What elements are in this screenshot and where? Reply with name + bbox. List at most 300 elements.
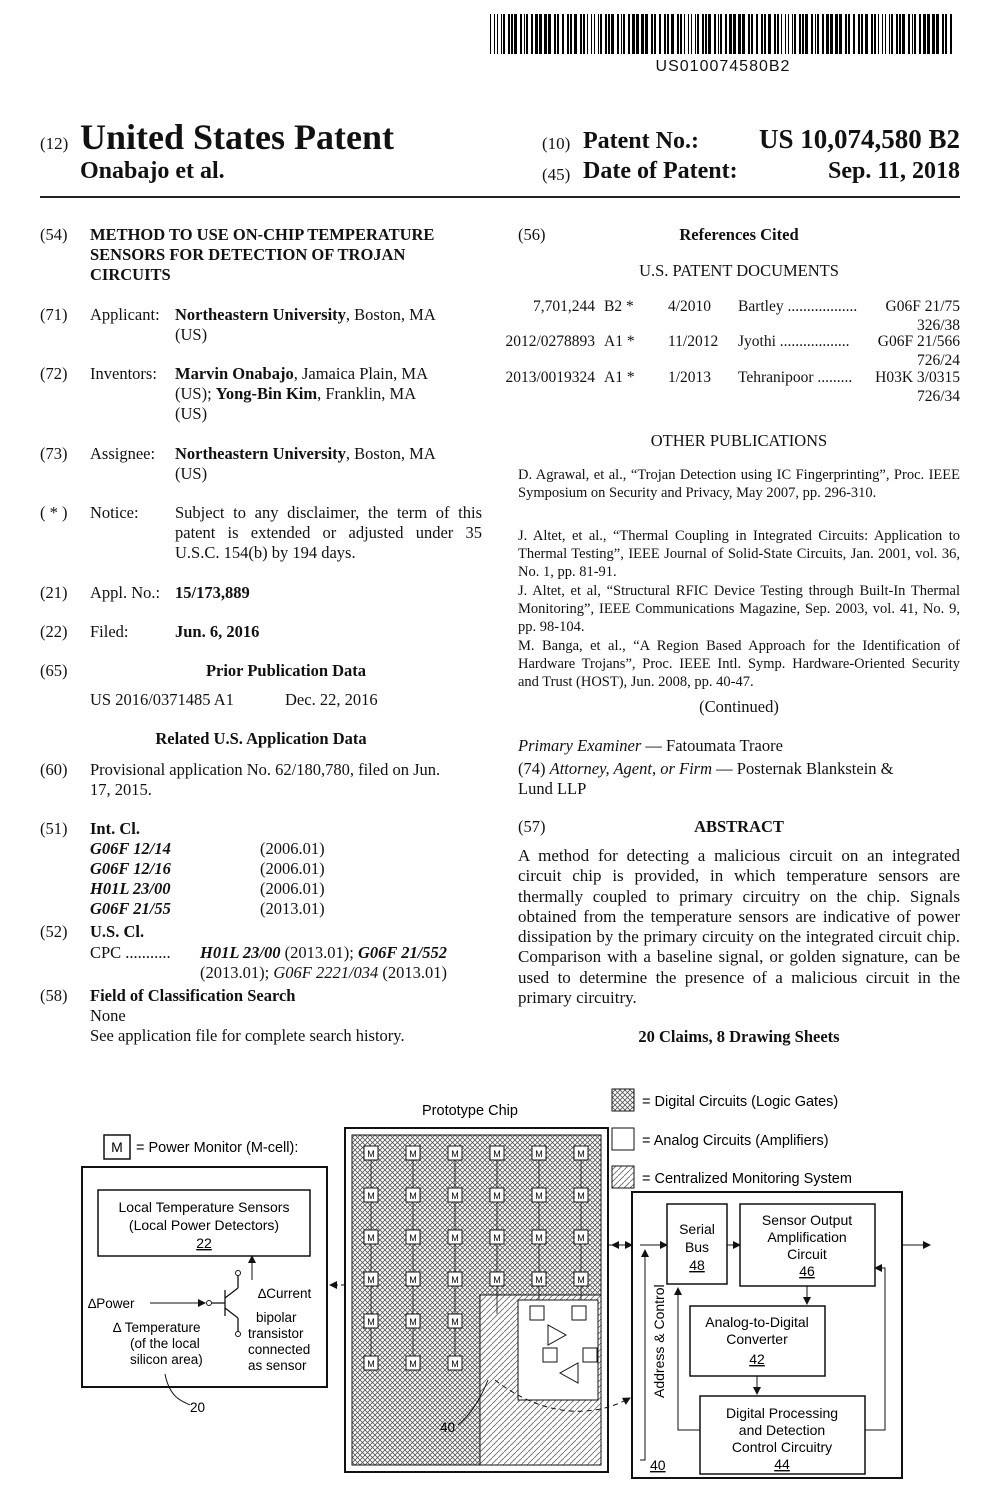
dsp-line-3: Control Circuitry: [731, 1439, 833, 1455]
code-22: (22): [40, 622, 68, 641]
barcode-bar: [557, 14, 559, 54]
barcode-bar: [729, 14, 732, 54]
address-control: Address & Control: [651, 1284, 667, 1398]
barcode-bar: [594, 14, 595, 54]
pub-2: J. Altet, et al., “Thermal Coupling in Integrated Circuits: Application to Thermal Testing”, IEEE Journal of Solid-State Circuits, Jan. 2001, vol. 36, No. 1, pp. 81-91.: [518, 528, 960, 580]
m-cell-letter: M: [409, 1233, 417, 1243]
m-cell-letter: M: [535, 1233, 543, 1243]
code-21: (21): [40, 583, 68, 602]
filed-date: Jun. 6, 2016: [175, 622, 260, 641]
m-cell-letter: M: [367, 1359, 375, 1369]
intcl-code-4: G06F 21/55: [90, 899, 171, 918]
field-none: None: [90, 1006, 126, 1025]
prototype-chip-label: Prototype Chip: [422, 1103, 518, 1119]
m-cell-letter: M: [535, 1149, 543, 1159]
barcode-bar: [621, 14, 622, 54]
dsp-number: 44: [774, 1456, 790, 1472]
code-73: (73): [40, 444, 68, 463]
inventor-2-country: (US): [175, 404, 208, 423]
abstract-heading: ABSTRACT: [694, 817, 784, 836]
barcode-bar: [562, 14, 564, 54]
intcl-code-2: G06F 12/16: [90, 859, 171, 878]
header-rule: [40, 196, 960, 198]
patent-date: Sep. 11, 2018: [827, 158, 960, 184]
barcode-bar: [514, 14, 517, 54]
barcode-bar: [845, 14, 847, 54]
code-10: (10): [542, 134, 571, 153]
m-cell-letter: M: [409, 1149, 417, 1159]
barcode-bar: [761, 14, 763, 54]
barcode-bar: [567, 14, 569, 54]
barcode-bar: [664, 14, 666, 54]
legend-digital-swatch: [612, 1089, 634, 1111]
barcode-bar: [853, 14, 855, 54]
barcode-bar: [899, 14, 901, 54]
barcode-bar: [822, 14, 824, 54]
assignee-country: (US): [175, 464, 208, 483]
ref-date: 1/2013: [668, 369, 712, 386]
node: [207, 1301, 212, 1306]
applicant-label: Applicant:: [90, 305, 160, 324]
bipolar-3: connected: [248, 1342, 311, 1357]
applicant-name: Northeastern University: [175, 305, 346, 324]
intcl-code-1: G06F 12/14: [90, 839, 171, 858]
barcode-bar: [889, 14, 890, 54]
code-12: (12): [40, 134, 69, 153]
prior-pub: US 2016/0371485 A1: [90, 690, 234, 709]
barcode-bar: [708, 14, 711, 54]
assignee-value: [175, 444, 482, 464]
barcode-bar: [848, 14, 850, 54]
applicant-value: [175, 305, 482, 325]
barcode-bar: [671, 14, 674, 54]
code-45: (45): [542, 165, 571, 184]
delta-temp-1: ∆ Temperature: [113, 1320, 201, 1335]
barcode-bar: [738, 14, 741, 54]
assignee-name: Northeastern University: [175, 444, 346, 463]
m-cell-letter: M: [493, 1149, 501, 1159]
ref-40-b: 40: [650, 1457, 666, 1473]
code-54: (54): [40, 225, 68, 244]
sensors-number: 22: [196, 1235, 212, 1251]
barcode-bar: [718, 14, 719, 54]
code-57: (57): [518, 817, 546, 836]
patent-number: US 10,074,580 B2: [758, 124, 960, 154]
barcode-bar: [781, 14, 782, 54]
power-monitor-label: = Power Monitor (M-cell):: [136, 1140, 299, 1156]
notice-label: Notice:: [90, 503, 139, 522]
code-72: (72): [40, 364, 68, 383]
related-line-2: 17, 2015.: [90, 780, 152, 799]
barcode-bar: [503, 14, 505, 54]
m-cell-letter: M: [493, 1233, 501, 1243]
ref-class-2: 726/34: [916, 388, 960, 405]
amp-line-1: Sensor Output: [761, 1212, 853, 1228]
barcode-bar: [554, 14, 556, 54]
barcode-bar: [865, 14, 868, 54]
barcode-bar: [785, 14, 786, 54]
field-see: See application file for complete search history.: [90, 1026, 405, 1045]
barcode-bar: [871, 14, 873, 54]
examiner: [518, 736, 783, 756]
barcode-bar: [608, 14, 610, 54]
barcode-bar: [714, 14, 716, 54]
title-line-2: SENSORS FOR DETECTION OF TROJAN: [90, 245, 406, 264]
m-cell-letter: M: [409, 1359, 417, 1369]
code-56: (56): [518, 225, 546, 244]
inventor-2-name: Yong-Bin Kim: [215, 384, 318, 403]
m-cell-letter: M: [493, 1191, 501, 1201]
barcode-bar: [680, 14, 682, 54]
m-cell: [572, 1306, 586, 1320]
barcode-bar: [695, 14, 696, 54]
barcode-bar: [733, 14, 736, 54]
delta-current: ∆Current: [258, 1286, 312, 1301]
barcode-bar: [539, 14, 542, 54]
barcode-bar: [494, 14, 495, 54]
barcode-bar: [764, 14, 766, 54]
title-line-1: METHOD TO USE ON-CHIP TEMPERATURE: [90, 225, 435, 244]
appl-number: 15/173,889: [175, 583, 250, 602]
ref-num: 2013/0019324: [505, 369, 595, 386]
barcode-bar: [497, 14, 498, 54]
intcl-date-1: (2006.01): [260, 839, 325, 858]
barcode-bar: [574, 14, 577, 54]
ref-40-a: 40: [440, 1420, 456, 1435]
legend-analog: = Analog Circuits (Amplifiers): [642, 1133, 829, 1149]
barcode-bar: [805, 14, 808, 54]
ref-name: Bartley ..................: [738, 298, 858, 315]
inventor-2-loc: , Franklin, MA: [317, 384, 417, 403]
barcode-bar: [702, 14, 704, 54]
barcode-bar: [587, 14, 588, 54]
barcode-bar: [777, 14, 779, 54]
barcode-bar: [830, 14, 833, 54]
barcode-bar: [815, 14, 816, 54]
ref-class: H03K 3/0315: [875, 369, 960, 386]
cpc-date-3: (2013.01): [378, 963, 448, 982]
barcode-bar: [794, 14, 796, 54]
other-pubs-heading: OTHER PUBLICATIONS: [650, 431, 828, 450]
barcode-bar: [885, 14, 886, 54]
intcl-heading: Int. Cl.: [90, 819, 140, 838]
barcode-bar: [598, 14, 599, 54]
barcode-bar: [891, 14, 893, 54]
attorney-label: Attorney, Agent, or Firm: [549, 759, 713, 778]
claims-line: 20 Claims, 8 Drawing Sheets: [638, 1027, 840, 1046]
barcode-bar: [720, 14, 722, 54]
related-heading: Related U.S. Application Data: [155, 729, 367, 748]
barcode-bar: [826, 14, 829, 54]
pub-3: J. Altet, et al, “Structural RFIC Device Testing through Built-In Thermal Monitoring”, IEEE Communications Magazine, Sep. 2003, vol. 41, No. 9, pp. 98-104.: [518, 583, 960, 635]
barcode-bar: [654, 14, 656, 54]
barcode-bar: [691, 14, 692, 54]
cpc-line-2: [200, 963, 447, 983]
barcode-bar: [932, 14, 935, 54]
amp-line-2: Amplification: [767, 1229, 847, 1245]
ref-class-2: 726/24: [916, 352, 960, 369]
ref-kind: A1 *: [604, 369, 635, 386]
barcode-bar: [908, 14, 910, 54]
legend-analog-swatch: [612, 1128, 634, 1150]
assignee-label: Assignee:: [90, 444, 156, 463]
barcode-bar: [896, 14, 898, 54]
code-notice: ( * ): [40, 503, 68, 522]
refs-heading: References Cited: [679, 225, 799, 244]
intcl-date-4: (2013.01): [260, 899, 325, 918]
delta-temp-3: silicon area): [130, 1352, 203, 1367]
bipolar-1: bipolar: [256, 1310, 297, 1325]
inventor-2: [175, 384, 482, 404]
barcode-bar: [942, 14, 944, 54]
related-line-1: Provisional application No. 62/180,780, filed on Jun.: [90, 760, 441, 779]
ref-20: 20: [190, 1400, 206, 1415]
barcode-bar: [511, 14, 513, 54]
intcl-date-2: (2006.01): [260, 859, 325, 878]
barcode-bar: [651, 14, 653, 54]
m-cell-letter: M: [451, 1317, 459, 1327]
barcode-bar: [927, 14, 930, 54]
code-51: (51): [40, 819, 68, 838]
applicant-loc: , Boston, MA: [345, 305, 436, 324]
cpc-code-1: H01L 23/00: [200, 943, 281, 962]
barcode-bar: [817, 14, 819, 54]
m-cell-letter: M: [367, 1233, 375, 1243]
attorney-name: — Posternak Blankstein &: [712, 759, 894, 778]
barcode-bar: [811, 14, 813, 54]
code-52: (52): [40, 922, 68, 941]
m-cell-letter: M: [451, 1233, 459, 1243]
barcode-bar: [923, 14, 926, 54]
barcode-bar: [774, 14, 776, 54]
barcode-bar: [605, 14, 607, 54]
m-cell-letter: M: [535, 1191, 543, 1201]
barcode-bar: [756, 14, 758, 54]
inventor-1-country: (US);: [175, 384, 216, 403]
pub-1: D. Agrawal, et al., “Trojan Detection using IC Fingerprinting”, Proc. IEEE Symposium on Security and Privacy, May 2007, pp. 296-310.: [518, 467, 960, 501]
barcode-bar: [667, 14, 669, 54]
sensors-line-2: (Local Power Detectors): [128, 1217, 280, 1233]
barcode-bar: [788, 14, 789, 54]
m-cell-letter: M: [577, 1149, 585, 1159]
intcl-code-3: H01L 23/00: [90, 879, 171, 898]
barcode-bar: [697, 14, 699, 54]
dsp-line-2: and Detection: [738, 1422, 826, 1438]
barcode-bar: [508, 14, 510, 54]
m-cell-letter: M: [535, 1275, 543, 1285]
barcode-bar: [768, 14, 771, 54]
m-cell-letter: M: [367, 1191, 375, 1201]
cpc-code-3: G06F 2221/034: [273, 963, 379, 982]
barcode-bar: [677, 14, 679, 54]
barcode-bar: [591, 14, 592, 54]
barcode-bar: [902, 14, 905, 54]
m-cell-letter: M: [409, 1275, 417, 1285]
barcode-bar: [623, 14, 625, 54]
barcode-bar: [632, 14, 635, 54]
examiner-name: — Fatoumata Traore: [641, 736, 783, 755]
m-cell-letter: M: [367, 1275, 375, 1285]
bipolar-4: as sensor: [248, 1358, 307, 1373]
date-label: Date of Patent:: [583, 158, 738, 184]
barcode-bar: [919, 14, 921, 54]
inventor-1-loc: , Jamaica Plain, MA: [293, 364, 428, 383]
barcode-bar: [501, 14, 502, 54]
m-cell-letter: M: [577, 1233, 585, 1243]
ref-name: Tehranipoor .........: [738, 369, 853, 386]
barcode-bar: [945, 14, 947, 54]
sensors-line-1: Local Temperature Sensors: [118, 1199, 290, 1215]
amp-number: 46: [799, 1263, 815, 1279]
barcode-bar: [645, 14, 648, 54]
uscl-heading: U.S. Cl.: [90, 922, 145, 941]
cpc-date-2: (2013.01);: [200, 963, 274, 982]
field-heading: Field of Classification Search: [90, 986, 296, 1005]
inventor-1-name: Marvin Onabajo: [175, 364, 294, 383]
dsp-line-1: Digital Processing: [725, 1405, 839, 1421]
code-58: (58): [40, 986, 68, 1005]
abstract-text: A method for detecting a malicious circuit on an integrated circuit chip is provided, in which temperature sensors are thermally coupled to primary circuitry on the chip. Signals obtained from the temperature sensors are indicative of power dissipation by the primary circuity on the integrated circuit chip. Comparison with a baseline signal, or golden signature, can be used to determine the presence of a malicious circuit in the primary circuitry.: [518, 846, 960, 1008]
barcode-bar: [858, 14, 860, 54]
legend-central: = Centralized Monitoring System: [642, 1171, 852, 1187]
filed-label: Filed:: [90, 622, 129, 641]
barcode-bar: [751, 14, 753, 54]
barcode-bar: [912, 14, 913, 54]
ref-class: G06F 21/566: [877, 333, 960, 350]
barcode-bar: [531, 14, 533, 54]
barcode-bar: [526, 14, 528, 54]
inventor-1: [175, 364, 482, 384]
ref-kind: B2 *: [604, 298, 634, 315]
attorney-name-2: Lund LLP: [518, 779, 587, 798]
refs-subheading: U.S. PATENT DOCUMENTS: [639, 261, 839, 280]
intcl-date-3: (2006.01): [260, 879, 325, 898]
title-line-3: CIRCUITS: [90, 265, 171, 284]
amp-line-3: Circuit: [787, 1246, 827, 1262]
notice-text: Subject to any disclaimer, the term of this patent is extended or adjusted under 35 U.S.C. 154(b) by 194 days.: [175, 503, 482, 562]
barcode-bar: [882, 14, 883, 54]
adc-line-1: Analog-to-Digital: [705, 1314, 809, 1330]
m-cell-letter: M: [451, 1149, 459, 1159]
code-65: (65): [40, 661, 68, 680]
m-cell-letter: M: [451, 1359, 459, 1369]
m-legend-letter: M: [111, 1139, 123, 1155]
applicant-country: (US): [175, 325, 208, 344]
barcode-bar: [617, 14, 619, 54]
m-cell: [530, 1306, 544, 1320]
barcode-bar: [835, 14, 838, 54]
code-60: (60): [40, 760, 68, 779]
node: [236, 1271, 241, 1276]
barcode-bar: [641, 14, 644, 54]
barcode-bar: [535, 14, 538, 54]
m-cell-letter: M: [451, 1191, 459, 1201]
patent-no-label: Patent No.:: [583, 128, 699, 154]
prior-date: Dec. 22, 2016: [285, 690, 378, 709]
ref-kind: A1 *: [604, 333, 635, 350]
barcode-bar: [936, 14, 939, 54]
pub-4: M. Banga, et al., “A Region Based Approach for the Identification of Hardware Trojans”, Proc. IEEE Intl. Symp. Hardware-Oriented Security and Trust (HOST), Jun. 2008, pp. 40-47.: [518, 638, 960, 690]
m-cell-letter: M: [577, 1275, 585, 1285]
serial-line-1: Serial: [679, 1221, 715, 1237]
authors: Onabajo et al.: [80, 158, 225, 184]
ref-name: Jyothi ..................: [738, 333, 850, 350]
barcode-bar: [802, 14, 804, 54]
barcode-bar: [914, 14, 916, 54]
barcode-bar: [688, 14, 689, 54]
cpc-label: CPC ...........: [90, 943, 171, 962]
barcode-bar: [583, 14, 585, 54]
m-cell-letter: M: [409, 1317, 417, 1327]
barcode-bar: [659, 14, 661, 54]
examiner-label: Primary Examiner: [518, 736, 642, 755]
barcode-bar: [580, 14, 582, 54]
m-cell: [583, 1348, 597, 1362]
delta-temp-2: (of the local: [130, 1336, 200, 1351]
serial-number: 48: [689, 1257, 705, 1273]
m-cell-letter: M: [577, 1191, 585, 1201]
barcode-bar: [548, 14, 551, 54]
barcode-bar: [950, 14, 952, 54]
code-74: (74): [518, 759, 546, 778]
barcode-bar: [524, 14, 525, 54]
barcode: [490, 14, 956, 54]
m-cell-letter: M: [493, 1275, 501, 1285]
m-cell: [543, 1348, 557, 1362]
legend-central-swatch: [612, 1166, 634, 1188]
barcode-bar: [628, 14, 630, 54]
serial-line-2: Bus: [684, 1239, 710, 1255]
cpc-line-1: [200, 943, 447, 963]
barcode-bar: [636, 14, 639, 54]
code-71: (71): [40, 305, 68, 324]
barcode-bar: [839, 14, 842, 54]
barcode-bar: [799, 14, 801, 54]
barcode-bar: [684, 14, 685, 54]
inventors-label: Inventors:: [90, 364, 157, 383]
m-cell-letter: M: [451, 1275, 459, 1285]
barcode-bar: [600, 14, 602, 54]
adc-line-2: Converter: [726, 1331, 788, 1347]
legend-digital: = Digital Circuits (Logic Gates): [642, 1094, 839, 1110]
barcode-bar: [544, 14, 547, 54]
continued: (Continued): [699, 697, 779, 716]
barcode-bar: [742, 14, 745, 54]
ref-num: 2012/0278893: [505, 333, 595, 350]
ref-date: 4/2010: [668, 298, 712, 315]
assignee-loc: , Boston, MA: [345, 444, 436, 463]
barcode-bar: [520, 14, 522, 54]
node: [236, 1332, 241, 1337]
bipolar-2: transistor: [248, 1326, 304, 1341]
barcode-bar: [490, 14, 491, 54]
delta-power: ∆Power: [88, 1296, 135, 1311]
barcode-bar: [878, 14, 879, 54]
appl-label: Appl. No.:: [90, 583, 161, 602]
barcode-bar: [725, 14, 727, 54]
barcode-bar: [570, 14, 572, 54]
barcode-bar: [705, 14, 707, 54]
patent-figure: [0, 1080, 1000, 1500]
m-cell-letter: M: [367, 1149, 375, 1159]
barcode-number: US010074580B2: [655, 58, 791, 75]
barcode-bar: [748, 14, 750, 54]
cpc-date-1: (2013.01);: [280, 943, 358, 962]
attorney: [518, 759, 894, 779]
ref-class: G06F 21/75: [885, 298, 960, 315]
ref-date: 11/2012: [668, 333, 719, 350]
barcode-bar: [874, 14, 876, 54]
